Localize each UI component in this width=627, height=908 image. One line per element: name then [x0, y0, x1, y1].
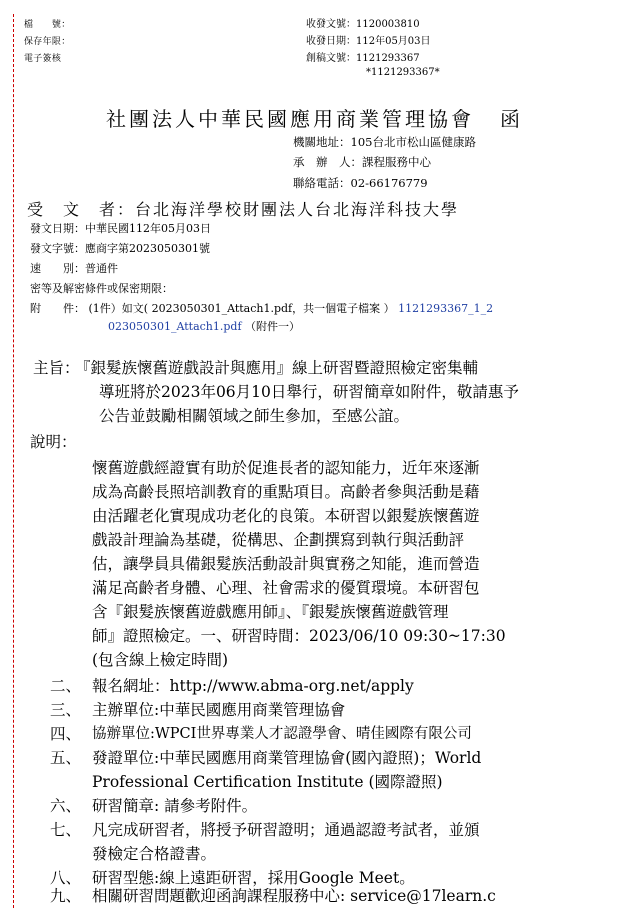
binding-line	[13, 14, 14, 908]
explanation-line: 戲設計理論為基礎，從構思、企劃撰寫到執行與活動評	[92, 531, 465, 549]
explanation-line: 估，讓學員具備銀髮族活動設計與實務之知能，進而營造	[92, 555, 480, 573]
org-name: 社團法人中華民國應用商業管理協會	[106, 107, 474, 131]
item-text: 研習型態:線上遠距研習，採用Google Meet。	[92, 869, 415, 887]
explanation-line: 懷舊遊戲經證實有助於促進長者的認知能力，近年來逐漸	[92, 459, 480, 477]
retention-period: 保存年限：	[24, 37, 71, 47]
item-number: 三、	[50, 701, 82, 719]
item-text: 主辦單位:中華民國應用商業管理協會	[92, 701, 346, 719]
explanation-label: 說明：	[30, 433, 77, 451]
item-text: 相關研習問題歡迎函詢課程服務中心: service@17learn.c	[92, 887, 496, 905]
classification: 密等及解密條件或保密期限：	[30, 282, 173, 295]
item-text: 發證單位:中華民國應用商業管理協會(國內證照)；World	[92, 749, 482, 767]
agency-address: 機關地址：105台北市松山區健康路	[293, 135, 476, 149]
item-number: 九、	[50, 887, 82, 905]
draft-number: 創稿文號：1121293367	[306, 53, 420, 64]
archive-number: 檔 號：	[24, 20, 71, 30]
attachment-link-cont[interactable]: 023050301_Attach1.pdf	[108, 320, 242, 333]
explanation-line: 含『銀髮族懷舊遊戲應用師』、『銀髮族懷舊遊戲管理	[92, 603, 449, 621]
explanation-line: 由活躍老化實現成功老化的良策。本研習以銀髮族懷舊遊	[92, 507, 480, 525]
issue-number: 發文字號：應商字第2023050301號	[30, 242, 210, 255]
item-number: 八、	[50, 869, 82, 887]
item-number: 六、	[50, 797, 82, 815]
attachment-line-2: 023050301_Attach1.pdf （附件一）	[108, 320, 301, 333]
item-number: 七、	[50, 821, 82, 839]
subject-line: 『銀髮族懷舊遊戲設計與應用』線上研習暨證照檢定密集輔	[75, 359, 479, 377]
receipt-number: 收發文號：1120003810	[306, 19, 420, 30]
page-title	[106, 103, 523, 132]
item-number: 四、	[50, 725, 82, 743]
explanation-line: 成為高齡長照培訓教育的重點項目。高齡者參與活動是藉	[92, 483, 480, 501]
explanation-line: 師』證照檢定。一、研習時間：2023/06/10 09:30~17:30	[92, 627, 506, 645]
attachment-line-1: 附 件： (1件）如文( 2023050301_Attach1.pdf，共一個電子檔案 ） 1121293367_1_2	[30, 302, 494, 315]
item-number: 五、	[50, 749, 82, 767]
issue-date: 發文日期：中華民國112年05月03日	[30, 222, 211, 235]
item-number: 二、	[50, 677, 82, 695]
subject-line: 公告並鼓勵相關領域之師生參加，至感公誼。	[99, 407, 410, 425]
recipient: 受 文 者：台北海洋學校財團法人台北海洋科技大學	[27, 200, 460, 219]
urgency: 速 別：普通件	[30, 262, 118, 275]
attachment-link[interactable]: 1121293367_1_2	[398, 302, 494, 315]
item-text: 凡完成研習者，將授予研習證明；通過認證考試者，並頒	[92, 821, 480, 839]
agency-contact: 承 辦 人：課程服務中心	[293, 155, 431, 169]
item-text: 研習簡章: 請參考附件。	[92, 797, 258, 815]
item-text: 發檢定合格證書。	[92, 845, 217, 863]
receipt-date: 收發日期：112年05月03日	[306, 36, 431, 47]
barcode-number: *1121293367*	[366, 67, 440, 78]
agency-phone: 聯絡電話：02-66176779	[293, 176, 428, 190]
item-text: 協辦單位:WPCI世界專業人才認證學會、晴佳國際有限公司	[92, 726, 472, 742]
subject-line: 導班將於2023年06月10日舉行，研習簡章如附件，敬請惠予	[99, 383, 519, 401]
item-text: Professional Certification Institute (國際證照)	[92, 773, 443, 791]
explanation-line: 滿足高齡者身體、心理、社會需求的優質環境。本研習包	[92, 579, 480, 597]
e-signature: 電子簽核	[24, 54, 62, 64]
doc-type: 函	[500, 107, 523, 131]
item-text: 報名網址：http://www.abma-org.net/apply	[92, 677, 414, 695]
explanation-line: (包含線上檢定時間)	[92, 651, 229, 669]
subject-label: 主旨：	[33, 359, 80, 377]
